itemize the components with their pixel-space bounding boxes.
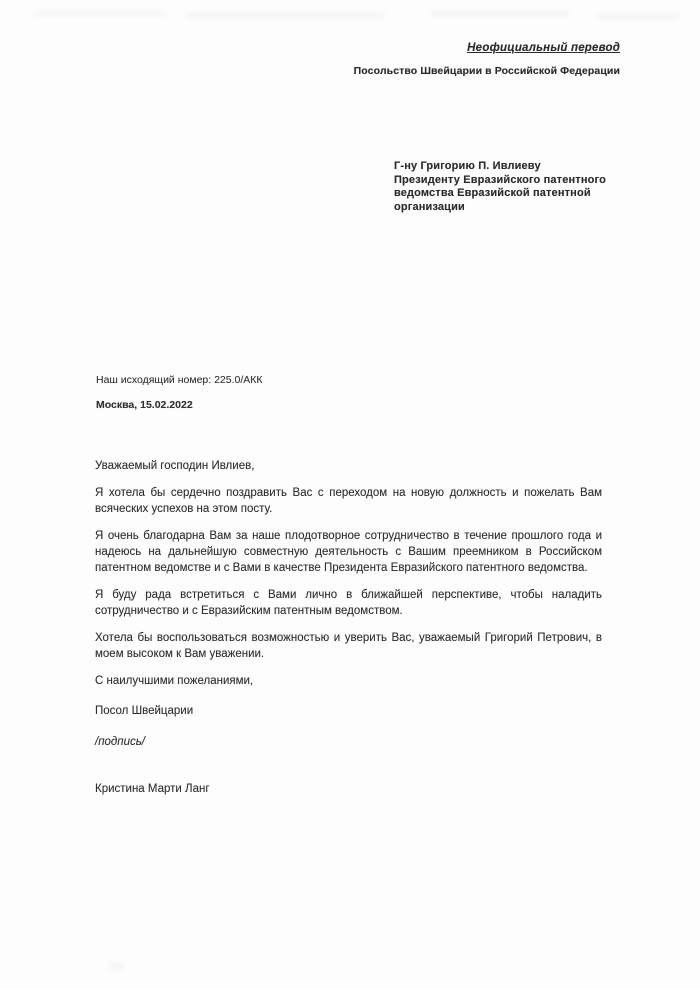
body-line: Я очень благодарна Вам за наше плодотворное сотрудничество в течение прошлого года и <box>95 530 602 542</box>
body-line: моем высоком к Вам уважении. <box>95 648 265 660</box>
body-line: Я хотела бы сердечно поздравить Вас с переходом на новую должность и пожелать Вам <box>95 487 602 499</box>
salutation: Уважаемый господин Ивлиев, <box>95 460 255 472</box>
body-paragraph <box>95 630 602 662</box>
letter-paragraphs <box>95 485 602 662</box>
recipient-line: Г-ну Григорию П. Ивлиеву <box>394 160 541 172</box>
recipient-line: Президенту Евразийского патентного <box>394 173 606 186</box>
embassy-name: Посольство Швейцарии в Российской Федерации <box>353 65 620 77</box>
body-paragraph <box>95 587 602 619</box>
farewell: С наилучшими пожеланиями, <box>95 675 254 687</box>
scan-noise <box>430 11 570 17</box>
body-paragraph <box>95 528 602 576</box>
reference-number: Наш исходящий номер: 225.0/АКК <box>96 374 263 386</box>
recipient-block <box>394 160 624 214</box>
body-paragraph <box>95 485 602 517</box>
sender-name: Кристина Марти Ланг <box>95 783 210 795</box>
scan-noise <box>110 962 124 970</box>
sender-title: Посол Швейцарии <box>95 705 194 717</box>
body-line: Я буду рада встретиться с Вами лично в ближайшей перспективе, чтобы наладить <box>95 589 602 601</box>
body-line: всяческих успехов на этом посту. <box>95 503 273 515</box>
letter-body <box>95 458 602 797</box>
reference-block <box>96 374 263 412</box>
signature-placeholder: /подпись/ <box>95 736 145 748</box>
document-header <box>354 38 620 77</box>
scan-noise <box>595 14 680 19</box>
scan-noise <box>35 11 165 16</box>
recipient-line: организации <box>394 200 465 213</box>
recipient-line: ведомства Евразийской патентной <box>394 187 591 199</box>
scan-noise <box>185 13 385 18</box>
translation-note: Неофициальный перевод <box>467 42 620 54</box>
body-line: патентном ведомстве и с Вами в качестве Президента Евразийского патентного ведомства. <box>95 562 588 574</box>
body-line: надеюсь на дальнейшую совместную деятельность с Вашим преемником в Российском <box>95 546 602 558</box>
reference-date: Москва, 15.02.2022 <box>96 399 193 411</box>
body-line: сотрудничество и с Евразийским патентным ведомством. <box>95 605 403 617</box>
body-line: Хотела бы воспользоваться возможностью и уверить Вас, уважаемый Григорий Петрович, в <box>95 632 602 644</box>
